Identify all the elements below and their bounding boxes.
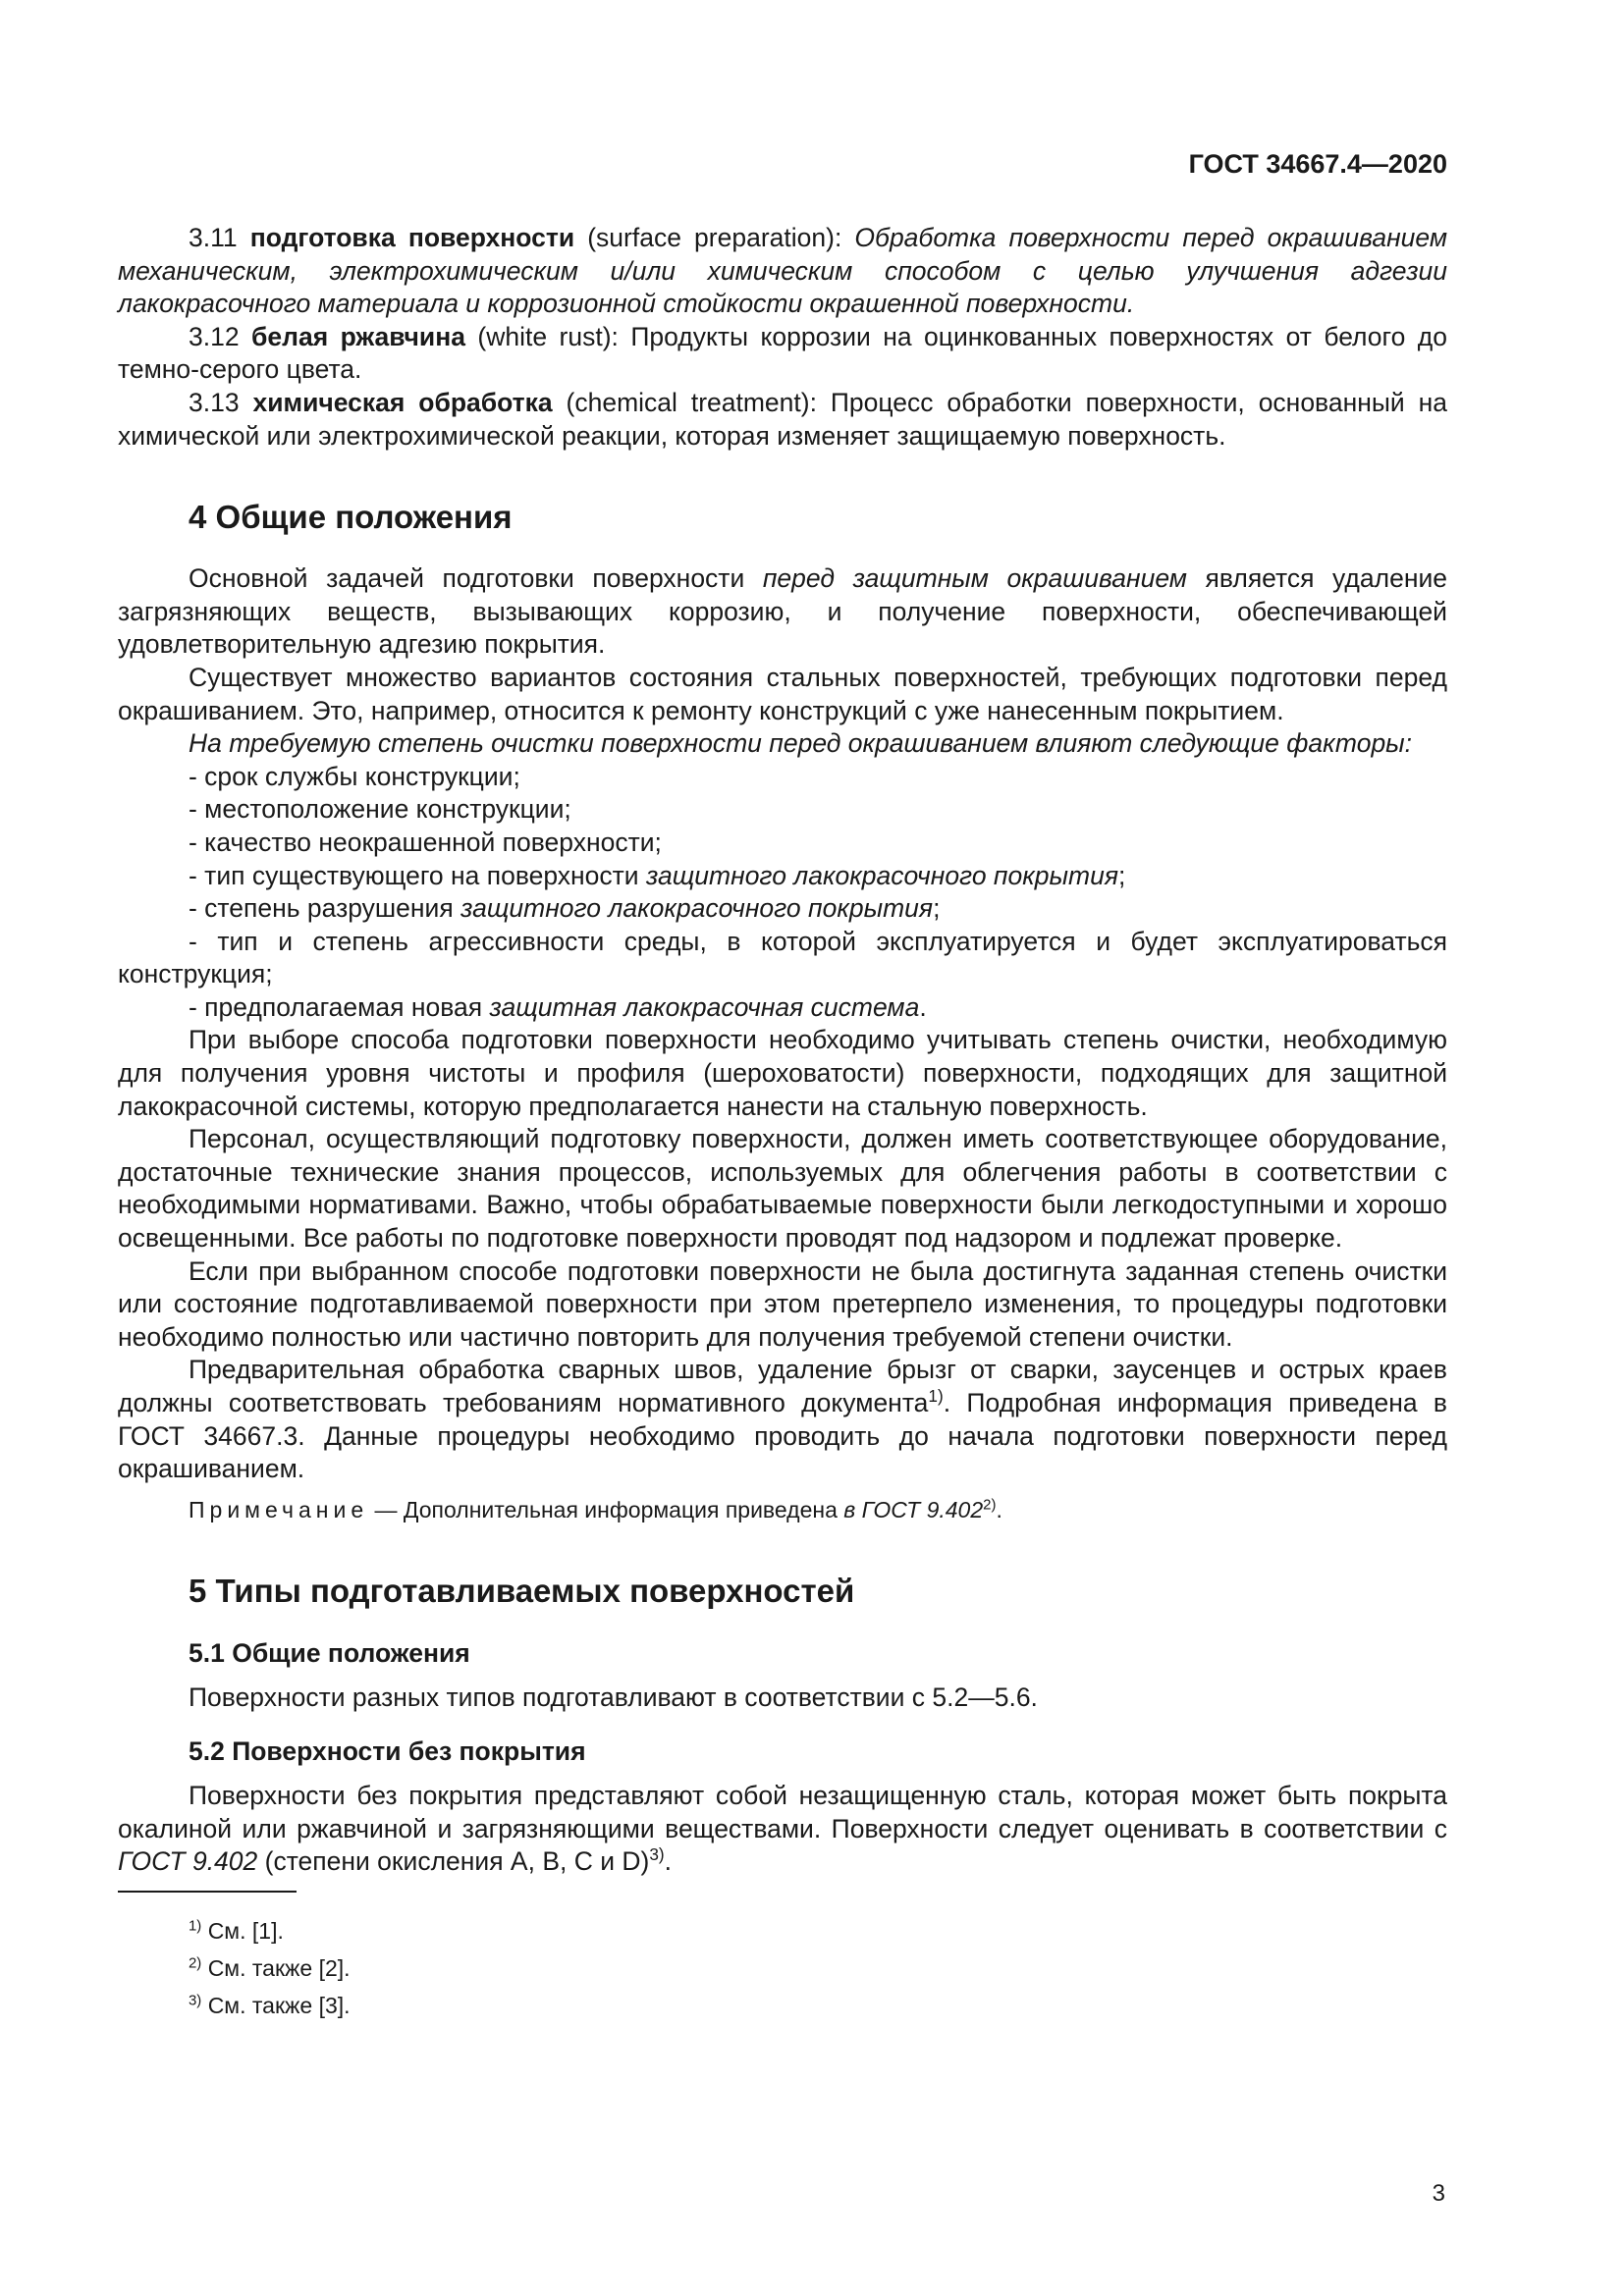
page-number: 3 [1432,2180,1445,2207]
term-definition: Процесс обработки поверхности, основанный на химической или электрохимической реакции, которая изменяет защищаемую поверхность. [118,387,1447,451]
subsection-5-1-text: Поверхности разных типов подготавливают в соответствии с 5.2—5.6. [189,1682,1038,1713]
list-item: - тип существующего на поверхности защитного лакокрасочного покрытия; [189,860,1126,890]
term-3-12: 3.12 белая ржавчина (white rust): Продукты коррозии на оцинкованных поверхностях от белого до темно-серого цвета. [118,321,1447,385]
list-item: - качество неокрашенной поверхности; [189,827,662,857]
section-4-paragraph: При выборе способа подготовки поверхности необходимо учитывать степень очистки, необходимую для получения уровня чистоты и профиля (шероховатости) поверхности, подходящих для защитной лакокрасочной системы, которую предполагается нанести на стальную поверхность. [118,1025,1447,1121]
term-title: химическая обработка [252,387,553,417]
subsection-5-1-heading: 5.1 Общие положения [189,1638,470,1669]
term-definition: Обработка поверхности перед окрашиванием механическим, электрохимическим и/или химическим способом с целью улучшения адгезии лакокрасочного материала и коррозионной стойкости окрашенной поверхности. [118,223,1447,319]
section-5-heading: 5 Типы подготавливаемых поверхностей [189,1573,855,1610]
subsection-5-2-heading: 5.2 Поверхности без покрытия [189,1735,586,1766]
list-item: - степень разрушения защитного лакокрасочного покрытия; [189,893,941,924]
list-item: - срок службы конструкции; [189,761,520,791]
section-4-paragraph: Если при выбранном способе подготовки поверхности не была достигнута заданная степень очистки или состояние подготавливаемой поверхности при этом претерпело изменения, то процедуры подготовки необходимо полностью или частично повторить для получения требуемой степени очистки. [118,1255,1447,1352]
section-4-paragraph: На требуемую степень очистки поверхности перед окрашиванием влияют следующие факторы: [189,728,1413,759]
section-4-paragraph: Основной задачей подготовки поверхности перед защитным окрашиванием является удаление загрязняющих веществ, вызывающих коррозию, и получение поверхности, обеспечивающей удовлетворительную адгезию покрытия. [118,563,1448,660]
footnote-ref: 3) [649,1844,665,1865]
section-4-paragraph: Существует множество вариантов состояния стальных поверхностей, требующих подготовки перед окрашиванием. Это, например, относится к ремонту конструкций с уже нанесенным покрытием. [118,662,1447,725]
term-3-13: 3.13 химическая обработка (chemical treatment): Процесс обработки поверхности, основанный на химической или электрохимической реакции, которая изменяет защищаемую поверхность. [118,387,1447,451]
footnote: $^{1)}$ См. [1]. [189,1917,284,1944]
section-4-paragraph: Персонал, осуществляющий подготовку поверхности, должен иметь соответствующее оборудование, достаточные технические знания процессов, используемых для облегчения работы в соответствии с необходимыми нормативами. Важно, чтобы обрабатываемые поверхности были легкодоступными и хорошо освещенными. Все работы по подготовке поверхности проводят под надзором и подлежат проверке. [118,1124,1447,1254]
term-title: белая ржавчина [251,321,465,351]
section-4-paragraph: Предварительная обработка сварных швов, удаление брызг от сварки, заусенцев и острых краев должны соответствовать требованиям нормативного документа$^{1)}$. Подробная информация приведена в ГОСТ 34667.3. Данные процедуры необходимо проводить до начала подготовки поверхности перед окрашиванием. [118,1355,1448,1484]
document-id-header: ГОСТ 34667.4—2020 [1188,149,1447,179]
list-item: - предполагаемая новая защитная лакокрасочная система. [189,991,927,1022]
footnote-divider [118,1891,297,1893]
term-title: подготовка поверхности [249,223,575,252]
list-item: - местоположение конструкции; [189,794,571,825]
subsection-5-2-text: Поверхности без покрытия представляют собой незащищенную сталь, которая может быть покрыта окалиной или ржавчиной и загрязняющими веществами. Поверхности следует оценивать в соответствии с ГОСТ 9.402 (степени окисления A, B, C и D)$^{3)}$. [118,1780,1447,1877]
footnote-ref: 2) [983,1496,997,1514]
document-body [118,222,1447,2024]
term-definition: Продукты коррозии на оцинкованных поверхностях от белого до темно-серого цвета. [118,321,1447,385]
note-label: Примечание [189,1496,369,1522]
list-item: - тип и степень агрессивности среды, в которой эксплуатируется и будет эксплуатироваться конструкция; [118,926,1447,989]
footnote: $^{3)}$ См. также [3]. [189,1992,351,2018]
section-4-heading: 4 Общие положения [189,499,513,536]
footnote-ref: 1) [928,1386,944,1407]
section-4-note: Примечание — Дополнительная информация приведена в ГОСТ 9.402$^{2)}$. [189,1496,1002,1522]
footnote: $^{2)}$ См. также [2]. [189,1954,351,1981]
term-3-11: 3.11 подготовка поверхности (surface preparation): Обработка поверхности перед окрашиванием механическим, электрохимическим и/или химическим способом с целью улучшения адгезии лакокрасочного материала и коррозионной стойкости окрашенной поверхности. [118,223,1447,319]
